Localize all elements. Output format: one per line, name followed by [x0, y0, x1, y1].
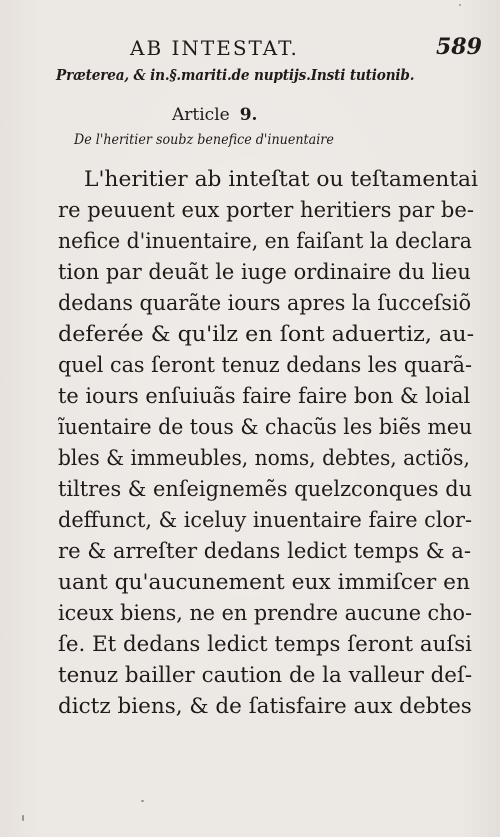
- text-line: L'heritier ab inteſtat ou teſtamentai: [84, 167, 478, 191]
- text-line: dedans quarãte iours apres la ſucceſsiõ: [58, 291, 472, 315]
- article-label: Article: [172, 105, 230, 125]
- text-line: iceux biens, ne en prendre aucune cho-: [58, 601, 473, 625]
- text-line: te iours enſuiuãs faire faire bon & loial: [58, 384, 471, 408]
- text-line: quel cas ſeront tenuz dedans les quarã-: [58, 353, 472, 377]
- text-line: deferée & qu'ilz en ſont aduertiz, au-: [58, 322, 475, 346]
- text-line: tion par deuãt le iuge ordinaire du lieu: [58, 260, 471, 284]
- paper-speck: [141, 800, 144, 802]
- article-number: 9.: [239, 105, 258, 125]
- text-line: tiltres & enſeignemẽs quelzconques du: [58, 477, 473, 501]
- paper-speck: [459, 4, 461, 6]
- article-subtitle: De l'heritier soubz benefice d'inuentaire: [74, 132, 334, 148]
- article-heading: [172, 105, 257, 125]
- text-line: nefice d'inuentaire, en faiſant la declara: [58, 229, 472, 253]
- page-number: 589: [436, 34, 482, 60]
- text-line: re peuuent eux porter heritiers par be-: [58, 198, 474, 222]
- text-line: uant qu'aucunement eux immiſcer en: [58, 570, 470, 594]
- text-line: bles & immeubles, noms, debtes, actiõs,: [58, 446, 470, 470]
- text-line: tenuz bailler caution de la valleur deſ-: [58, 663, 473, 687]
- text-line: dictz biens, & de ſatisfaire aux debtes: [58, 694, 472, 718]
- marginal-gloss: Præterea, & in.§.mariti.de nuptijs.Insti tutionib.: [56, 66, 415, 84]
- text-line: ſe. Et dedans ledict temps ſeront auſsi: [58, 632, 473, 656]
- text-line: re & arreſter dedans ledict temps & a-: [58, 539, 472, 563]
- paper-speck: [22, 815, 24, 821]
- text-line: deffunct, & iceluy inuentaire faire clor-: [58, 508, 473, 532]
- text-line: ĩuentaire de tous & chacũs les biẽs meu: [58, 415, 473, 439]
- running-head: AB INTESTAT.: [130, 36, 299, 60]
